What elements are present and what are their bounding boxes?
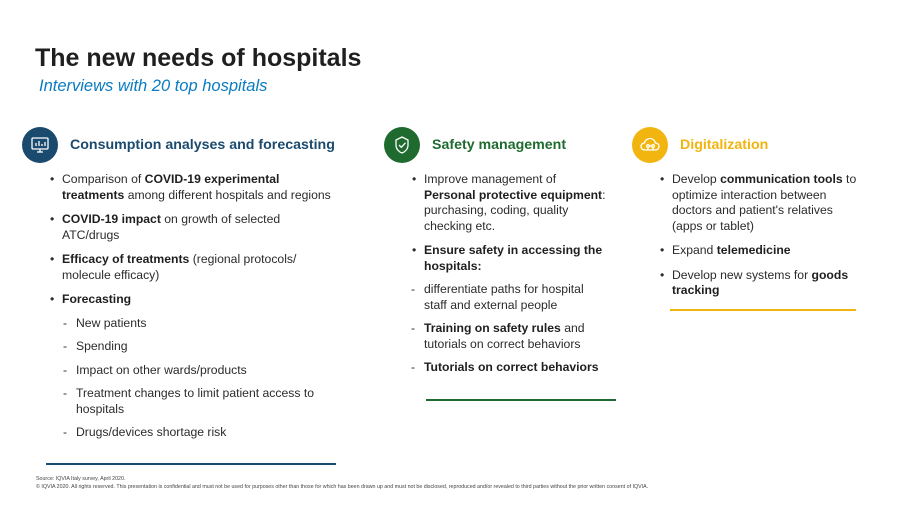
sub-item: - Tutorials on correct behaviors [410, 360, 608, 376]
list-item: • Forecasting - New patients - Spending - Impact on other wards/products - Treatment changes to limit patient access to hospitals - Drugs/devices shortage risk [48, 292, 338, 441]
column-title: Safety management [432, 137, 567, 153]
sub-item: - Impact on other wards/products [62, 363, 338, 379]
sub-item: - differentiate paths for hospital staff and external people [410, 282, 608, 313]
sub-list [62, 316, 338, 441]
sub-item: - Treatment changes to limit patient access to hospitals [62, 386, 338, 417]
list-item: • Develop communication tools to optimize interaction between doctors and patient's relatives (apps or tablet) [658, 172, 858, 234]
cloud-digital-icon [632, 127, 668, 163]
column-consumption [22, 127, 352, 450]
page-title: The new needs of hospitals [35, 44, 362, 72]
column-safety [384, 127, 624, 385]
list-item: • Improve management of Personal protective equipment: purchasing, coding, quality checking etc. [410, 172, 608, 234]
list-item: • COVID-19 impact on growth of selected ATC/drugs [48, 212, 338, 243]
bullet-list [658, 172, 858, 299]
page-subtitle: Interviews with 20 top hospitals [39, 77, 268, 95]
list-item: • Ensure safety in accessing the hospitals: - differentiate paths for hospital staff and external people - Training on safety rules and tutorials on correct behaviors - Tutorials on correct behaviors [410, 243, 608, 376]
column-divider [426, 399, 616, 401]
monitor-chart-icon [22, 127, 58, 163]
column-divider [46, 463, 336, 465]
column-header [632, 127, 872, 163]
list-item: • Comparison of COVID-19 experimental treatments among different hospitals and regions [48, 172, 338, 203]
sub-item: - Spending [62, 339, 338, 355]
sub-list [410, 282, 608, 376]
column-title: Digitalization [680, 137, 769, 153]
sub-item: - Drugs/devices shortage risk [62, 425, 338, 441]
footer-copyright: © IQVIA 2020. All rights reserved. This presentation is confidential and must not be used for purposes other than those for which has been drawn up and must not be disclosed, reproduced and/or revealed to third parties without the prior written consent of IQVIA. [36, 484, 649, 490]
footer-source: Source: IQVIA Italy survey, April 2020. [36, 476, 126, 482]
bullet-list [410, 172, 608, 376]
column-divider [670, 309, 856, 311]
column-title: Consumption analyses and forecasting [70, 137, 335, 153]
column-header [22, 127, 352, 163]
list-item: • Efficacy of treatments (regional protocols/ molecule efficacy) [48, 252, 338, 283]
list-item: • Expand telemedicine [658, 243, 858, 259]
column-digitalization [632, 127, 872, 308]
bullet-list [48, 172, 338, 441]
sub-item: - Training on safety rules and tutorials on correct behaviors [410, 321, 608, 352]
column-header [384, 127, 624, 163]
sub-item: - New patients [62, 316, 338, 332]
shield-check-icon [384, 127, 420, 163]
list-item: • Develop new systems for goods tracking [658, 268, 858, 299]
